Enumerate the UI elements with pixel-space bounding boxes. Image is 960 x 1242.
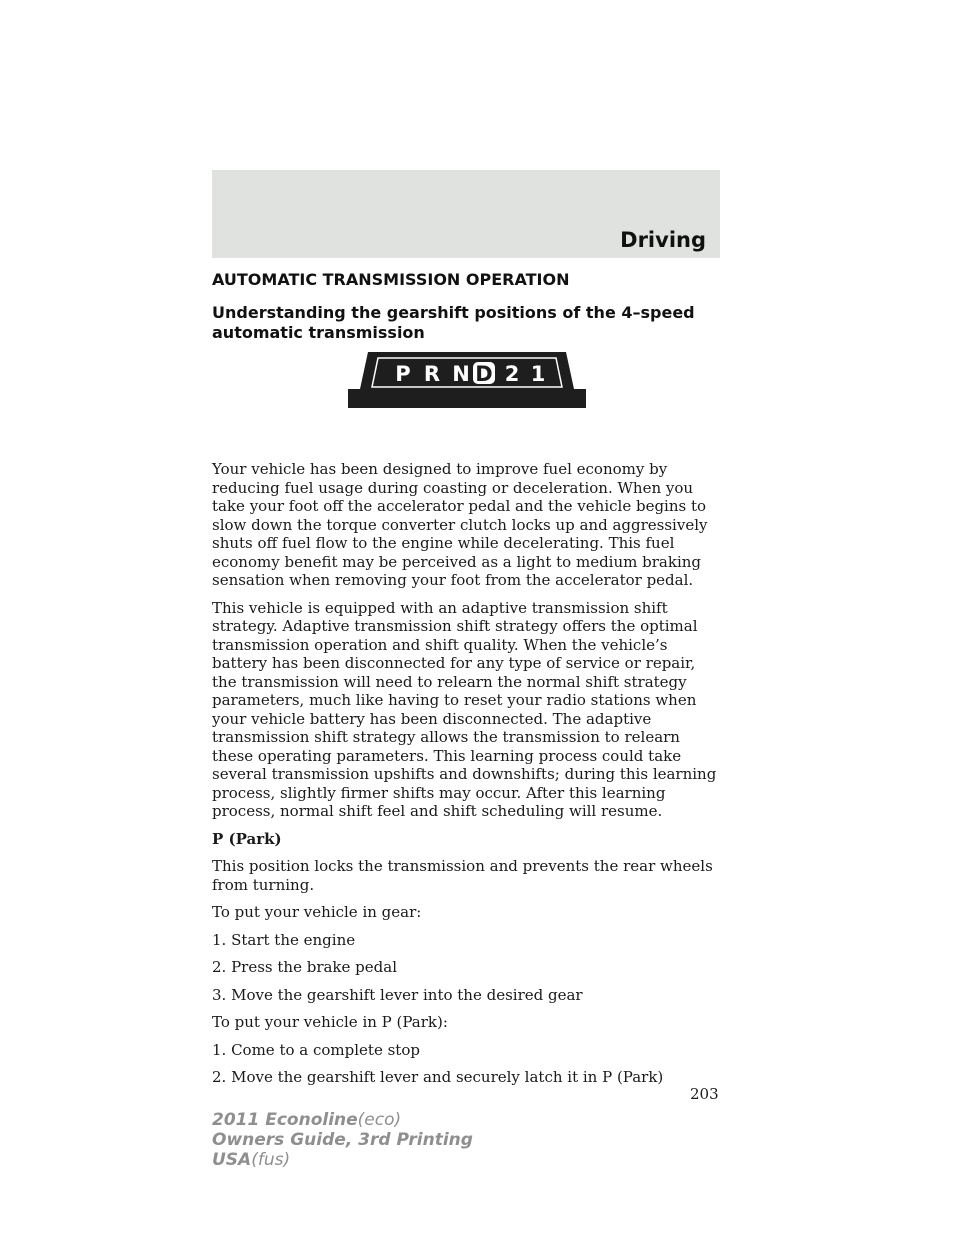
footer-guide: Owners Guide, 3rd Printing bbox=[212, 1130, 473, 1150]
park-instructions-intro: To put your vehicle in P (Park): bbox=[212, 1013, 448, 1031]
subsection-title: Understanding the gearshift positions of the 4–speed automatic transmission bbox=[212, 303, 695, 342]
gear-step: 3. Move the gearshift lever into the desired gear bbox=[212, 985, 583, 1004]
park-step: 2. Move the gearshift lever and securely latch it in P (Park) bbox=[212, 1068, 664, 1086]
footer-region: USA bbox=[212, 1150, 252, 1170]
gear-position-2: 2 bbox=[504, 362, 520, 386]
section-header-title: Driving bbox=[620, 228, 706, 252]
fuel-economy-paragraph: Your vehicle has been designed to improve fuel economy by reducing fuel usage during coasting or deceleration. When you take your foot off the accelerator pedal and the vehicle begins to slow down the torque converter clutch locks up and aggressively shuts off fuel flow to the engine while decelerating. This fuel economy benefit may be perceived as a light to medium braking sensation when removing your foot from the accelerator pedal. bbox=[212, 460, 708, 589]
gear-step: 1. Start the engine bbox=[212, 930, 356, 949]
gear-indicator-graphic bbox=[348, 352, 586, 408]
section-title: AUTOMATIC TRANSMISSION OPERATION bbox=[212, 270, 570, 289]
park-description: This position locks the transmission and prevents the rear wheels from turning. bbox=[212, 857, 713, 894]
gear-instructions-intro: To put your vehicle in gear: bbox=[212, 903, 422, 921]
gear-position-r: R bbox=[423, 362, 441, 386]
gear-position-p: P bbox=[395, 362, 411, 386]
footer-model-code: (eco) bbox=[357, 1110, 402, 1130]
park-step: 1. Come to a complete stop bbox=[212, 1040, 420, 1059]
park-heading: P (Park) bbox=[212, 829, 282, 848]
section-header-band bbox=[212, 170, 720, 258]
page-number: 203 bbox=[690, 1085, 719, 1103]
footer bbox=[212, 1110, 473, 1170]
body-text bbox=[212, 460, 724, 1096]
gear-step: 2. Press the brake pedal bbox=[212, 958, 397, 976]
footer-model-line bbox=[212, 1110, 473, 1130]
footer-region-code: (fus) bbox=[251, 1150, 291, 1170]
adaptive-shift-paragraph: This vehicle is equipped with an adaptive transmission shift strategy. Adaptive transmission shift strategy offers the optimal transmission operation and shift quality. When the vehicle’s battery has been disconnected for any type of service or repair, the transmission will need to relearn the normal shift strategy parameters, much like having to reset your radio stations when your vehicle battery has been disconnected. The adaptive transmission shift strategy allows the transmission to relearn these operating parameters. This learning process could take several transmission upshifts and downshifts; during this learning process, slightly firmer shifts may occur. After this learning process, normal shift feel and shift scheduling will resume. bbox=[212, 598, 717, 820]
gear-position-d: D bbox=[475, 362, 493, 386]
gear-position-n: N bbox=[452, 362, 470, 386]
footer-model: 2011 Econoline bbox=[212, 1110, 358, 1130]
footer-region-line bbox=[212, 1150, 473, 1170]
gear-position-1: 1 bbox=[530, 362, 546, 386]
